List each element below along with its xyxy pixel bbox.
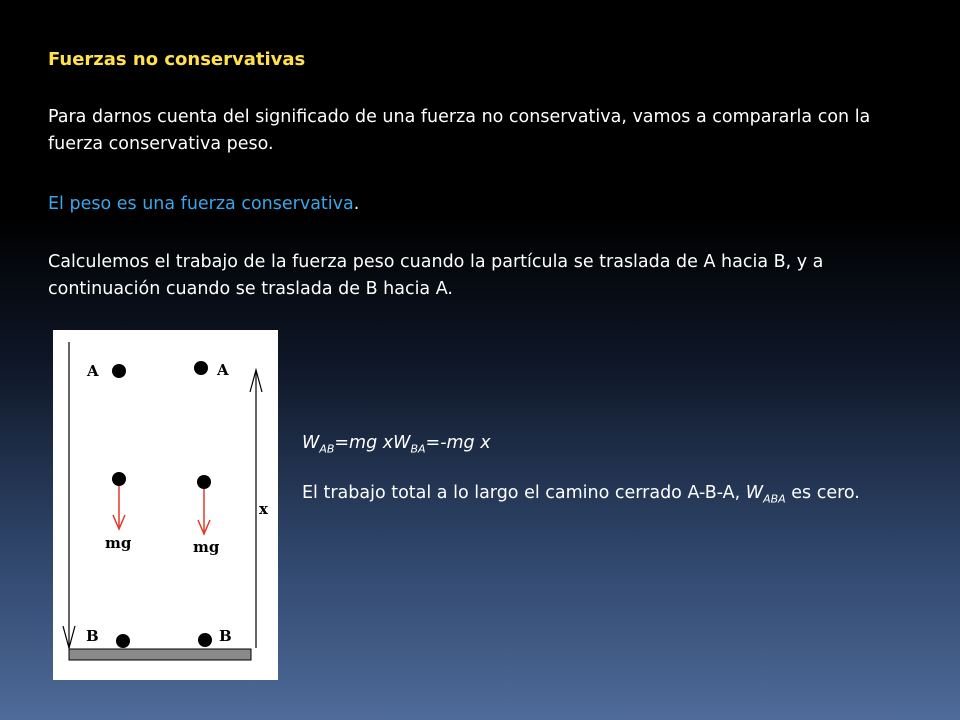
w-aba-symbol: W: [745, 482, 764, 503]
w-ba-value: =-mg x: [425, 433, 491, 453]
calc-paragraph: Calculemos el trabajo de la fuerza peso cuando la partícula se traslada de A hacia B, y a continuación cuando se traslada de B hacia A.: [48, 252, 824, 299]
w-aba-subscript: ABA: [763, 492, 786, 505]
ground-plate: [69, 649, 251, 660]
equations-block: [302, 430, 902, 512]
weight-diagram: [53, 330, 278, 680]
w-ab-subscript: AB: [319, 442, 335, 456]
particle-mid-left: [112, 472, 126, 486]
total-work-paragraph: [302, 480, 902, 513]
particle-b-left: [116, 634, 130, 648]
particle-a-left: [112, 364, 126, 378]
label-a-right: A: [217, 361, 229, 379]
w-ab-symbol: W: [302, 433, 320, 453]
highlight-text: El peso es una fuerza conservativa: [48, 194, 354, 214]
w-ab-value: =mg x: [334, 433, 394, 453]
label-a-left: A: [87, 362, 99, 380]
total-work-end: es cero.: [785, 482, 860, 503]
highlight-period: .: [353, 194, 360, 214]
label-b-right: B: [219, 627, 232, 645]
label-mg-left: mg: [105, 534, 132, 552]
work-equations: [302, 430, 902, 463]
highlight-paragraph: [48, 191, 918, 218]
weight-diagram-svg: [53, 330, 278, 680]
label-mg-right: mg: [193, 538, 220, 556]
particle-mid-right: [197, 475, 211, 489]
slide-title: Fuerzas no conservativas: [48, 49, 306, 70]
total-work-text: El trabajo total a lo largo el camino cerrado A-B-A,: [302, 482, 746, 503]
label-b-left: B: [86, 627, 99, 645]
w-ba-symbol: W: [393, 433, 411, 453]
particle-b-right: [198, 633, 212, 647]
intro-paragraph: Para darnos cuenta del significado de una fuerza no conservativa, vamos a compararla con la fuerza conservativa peso.: [48, 107, 871, 154]
label-x: x: [259, 500, 268, 518]
particle-a-right: [194, 361, 208, 375]
w-ba-subscript: BA: [410, 442, 426, 456]
